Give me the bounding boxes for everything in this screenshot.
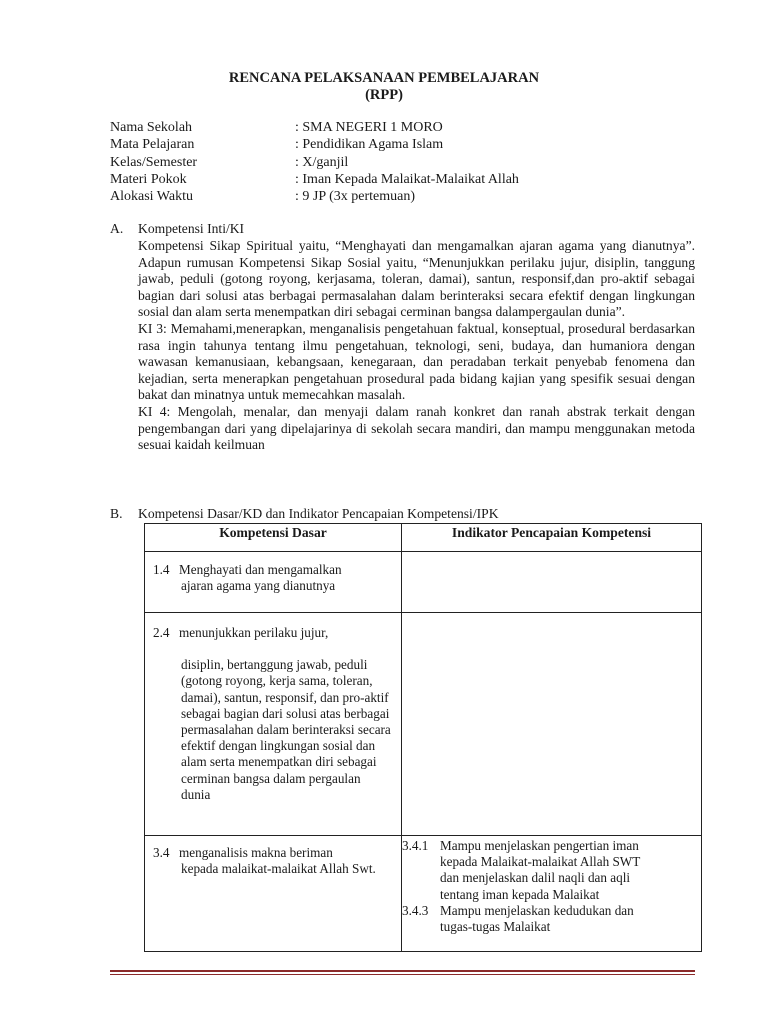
section-letter: A. (110, 221, 124, 236)
table-row (145, 552, 702, 613)
ipk-text: Mampu menjelaskan pengertian iman (440, 838, 639, 853)
document-subtitle: (RPP) (365, 87, 403, 103)
column-header: Indikator Pencapaian Kompetensi (402, 524, 702, 552)
kd-number: 3.4 (153, 845, 170, 860)
table-row (145, 613, 702, 836)
info-value: : X/ganjil (295, 154, 349, 170)
ipk-text: tugas-tugas Malaikat (440, 919, 551, 935)
info-label: Mata Pelajaran (110, 137, 195, 153)
ipk-cell (402, 836, 702, 952)
section-a-heading (110, 221, 244, 238)
kd-text: menunjukkan perilaku jujur, (179, 625, 329, 640)
section-title: Kompetensi Dasar/KD dan Indikator Pencapaian Kompetensi/IPK (138, 506, 499, 521)
ipk-number: 3.4.3 (402, 902, 429, 918)
column-header: Kompetensi Dasar (145, 524, 402, 552)
section-title: Kompetensi Inti/KI (138, 221, 245, 236)
ki4-paragraph: KI 4: Mengolah, menalar, dan menyaji dalam ranah konkret dan ranah abstrak terkait dengan pengembangan dari yang dipelajarinya di sekolah secara mandiri, dan mampu menggunakan metoda sesuai kaidah keilmuan (138, 403, 695, 453)
table-row (145, 836, 702, 952)
ipk-number: 3.4.1 (402, 838, 429, 853)
section-b-heading (110, 506, 499, 523)
info-label: Materi Pokok (110, 171, 187, 187)
document-title: RENCANA PELAKSANAAN PEMBELAJARAN (228, 70, 540, 86)
kd-number: 1.4 (153, 562, 170, 577)
info-row (110, 136, 519, 153)
info-row (110, 119, 519, 136)
kd-number: 2.4 (153, 625, 170, 640)
ipk-cell (402, 613, 702, 836)
kd-text: menganalisis makna beriman (179, 845, 333, 860)
info-value: : SMA NEGERI 1 MORO (295, 120, 443, 135)
ki-spiritual-social-paragraph: Kompetensi Sikap Spiritual yaitu, “Menghayati dan mengamalkan ajaran agama yang dianutnya”. Adapun rumusan Kompetensi Sikap Sosial yaitu, “Menunjukkan perilaku jujur, disiplin, tanggung jawab, peduli (gotong royong, kerjasama, toleran, damai), santun, responsif,dan pro-aktif sebagai bagian dari solusi atas berbagai permasalahan dalam berinteraksi secara efektif dengan lingkungan sosial dan alam serta menempatkan diri sebagai cerminan bangsa dalampergaulan dunia”. (138, 238, 695, 320)
kd-cell (145, 613, 402, 836)
table-header-row (145, 524, 702, 552)
identity-block (110, 119, 519, 205)
kd-text: ajaran agama yang dianutnya (181, 578, 336, 594)
info-row (110, 171, 519, 188)
info-row (110, 154, 519, 171)
ki3-paragraph: KI 3: Memahami,menerapkan, menganalisis pengetahuan faktual, konseptual, prosedural berdasarkan rasa ingin tahunya tentang ilmu pengetahuan, teknologi, seni, budaya, dan humaniora dengan wawasan kemanusiaan, kebangsaan, kenegaraan, dan peradaban terkait penyebab fenomena dan kejadian, serta menerapkan pengetahuan prosedural pada bidang kajian yang spesifik sesuai dengan bakat dan minatnya untuk memecahkan masalah. (138, 320, 695, 403)
info-value: : 9 JP (3x pertemuan) (295, 189, 416, 205)
info-row (110, 188, 519, 205)
info-label: Kelas/Semester (110, 154, 198, 170)
info-label: Alokasi Waktu (110, 189, 193, 205)
kd-text: disiplin, bertanggung jawab, peduli (gotong royong, kerja sama, toleran, damai), santun, responsif, dan pro-aktif sebagai bagian dari solusi atas berbagai permasalahan dalam berinteraksi secara efektif dengan lingkungan sosial dan alam serta menempatkan diri sebagai cerminan bangsa dalam pergaulan dunia (181, 657, 391, 802)
kd-ipk-table (144, 523, 702, 952)
footer-rule (110, 970, 695, 972)
section-letter: B. (110, 506, 123, 521)
kd-cell (145, 836, 402, 952)
ipk-text: Mampu menjelaskan kedudukan dan (440, 902, 634, 918)
kd-cell (145, 552, 402, 613)
kd-text: Menghayati dan mengamalkan (179, 562, 342, 577)
info-value: : Pendidikan Agama Islam (295, 137, 444, 153)
ipk-text: kepada Malaikat-malaikat Allah SWT dan menjelaskan dalil naqli dan aqli tentang iman kepada Malaikat (440, 854, 641, 902)
kd-text: kepada malaikat-malaikat Allah Swt. (181, 861, 376, 877)
info-label: Nama Sekolah (110, 120, 193, 135)
info-value: : Iman Kepada Malaikat-Malaikat Allah (295, 171, 519, 187)
footer-rule (110, 974, 695, 975)
ipk-cell (402, 552, 702, 613)
section-a-body (138, 238, 695, 454)
